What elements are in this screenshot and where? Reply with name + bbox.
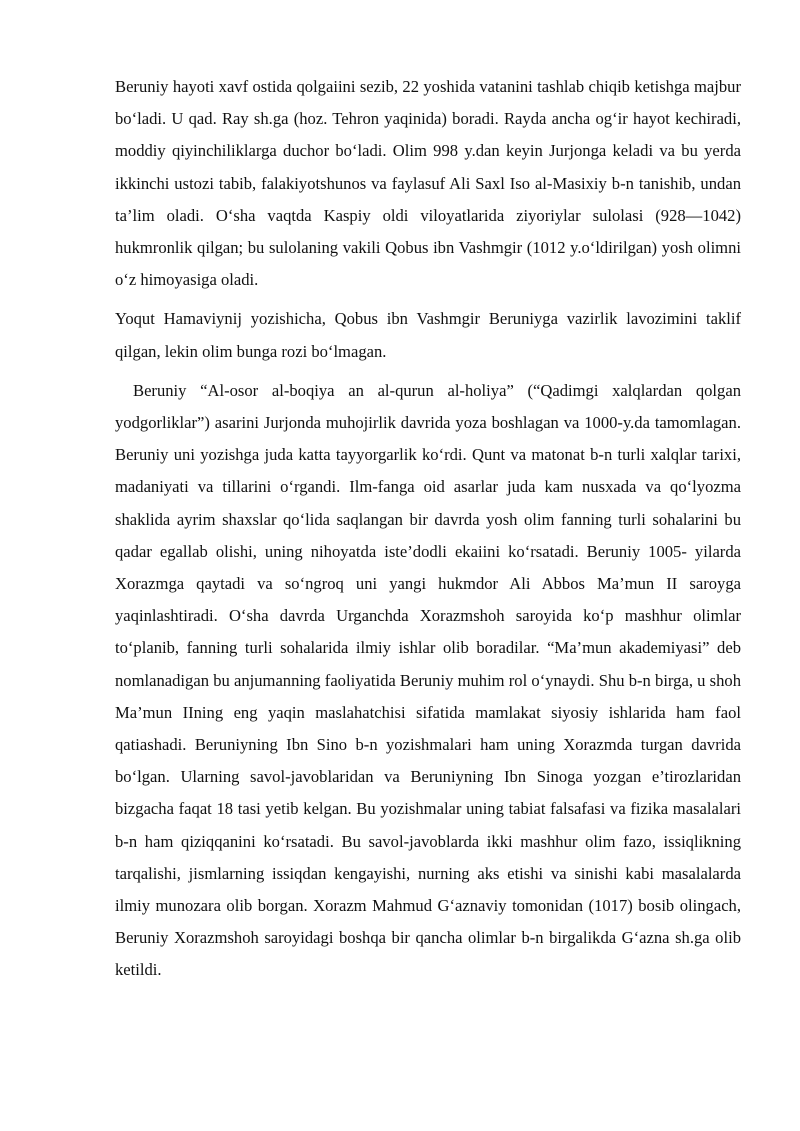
paragraph-2: Yoqut Hamaviynij yozishicha, Qobus ibn Vashmgir Beruniyga vazirlik lavozimini taklif qilgan, lekin olim bunga rozi bo‘lmagan. (115, 309, 741, 361)
document-page (115, 71, 741, 987)
paragraph-1: Beruniy hayoti xavf ostida qolgaiini sezib, 22 yoshida vatanini tashlab chiqib ketishga majbur bo‘ladi. U qad. Ray sh.ga (hoz. Tehron yaqinida) boradi. Rayda ancha og‘ir hayot kechiradi, moddiy qiyinchiliklarga duchor bo‘ladi. Olim 998 y.dan keyin Jurjonga keladi va bu yerda ikkinchi ustozi tabib, falakiyotshunos va faylasuf Ali Saxl Iso al-Masixiy b-n tanishib, undan ta’lim oladi. O‘sha vaqtda Kaspiy oldi viloyatlarida ziyoriylar sulolasi (928—1042) hukmronlik qilgan; bu sulolaning vakili Qobus ibn Vashmgir (1012 y.o‘ldirilgan) yosh olimni o‘z himoyasiga oladi. (115, 77, 741, 290)
paragraph-3: Beruniy “Al-osor al-boqiya an al-qurun al-holiya” (“Qadimgi xalqlardan qolgan yodgorliklar”) asarini Jurjonda muhojirlik davrida yoza boshlagan va 1000-y.da tamomlagan. Beruniy uni yozishga juda katta tayyorgarlik ko‘rdi. Qunt va matonat b-n turli xalqlar tarixi, madaniyati va tillarini o‘rgandi. Ilm-fanga oid asarlar juda kam nusxada va qo‘lyozma shaklida ayrim shaxslar qo‘lida saqlangan bir davrda yosh olim fanning turli sohalarini bu qadar egallab olishi, uning nihoyatda iste’dodli ekaiini ko‘rsatadi. Beruniy 1005- yilarda Xorazmga qaytadi va so‘ngroq uni yangi hukmdor Ali Abbos Ma’mun II saroyga yaqinlashtiradi. O‘sha davrda Urganchda Xorazmshoh saroyida ko‘p mashhur olimlar to‘planib, fanning turli sohalarida ilmiy ishlar olib boradilar. “Ma’mun akademiyasi” deb nomlanadigan bu anjumanning faoliyatida Beruniy muhim rol o‘ynaydi. Shu b-n birga, u shoh Ma’mun IIning eng yaqin maslahatchisi sifatida mamlakat siyosiy ishlarida ham faol qatiashadi. Beruniyning Ibn Sino b-n yozishmalari ham uning Xorazmda turgan davrida bo‘lgan. Ularning savol-javoblaridan va Beruniyning Ibn Sinoga yozgan e’tirozlaridan bizgacha faqat 18 tasi yetib kelgan. Bu yozishmalar uning tabiat falsafasi va fizika masalalari b-n ham qiziqqanini ko‘rsatadi. Bu savol-javoblarda ikki mashhur olim fazo, issiqlikning tarqalishi, jismlarning issiqdan kengayishi, nurning aks etishi va sinishi kabi masalalarda ilmiy munozara olib borgan. Xorazm Mahmud G‘aznaviy tomonidan (1017) bosib olingach, Beruniy Xorazmshoh saroyidagi boshqa bir qancha olimlar b-n birgalikda G‘azna sh.ga olib ketildi. (115, 380, 741, 980)
